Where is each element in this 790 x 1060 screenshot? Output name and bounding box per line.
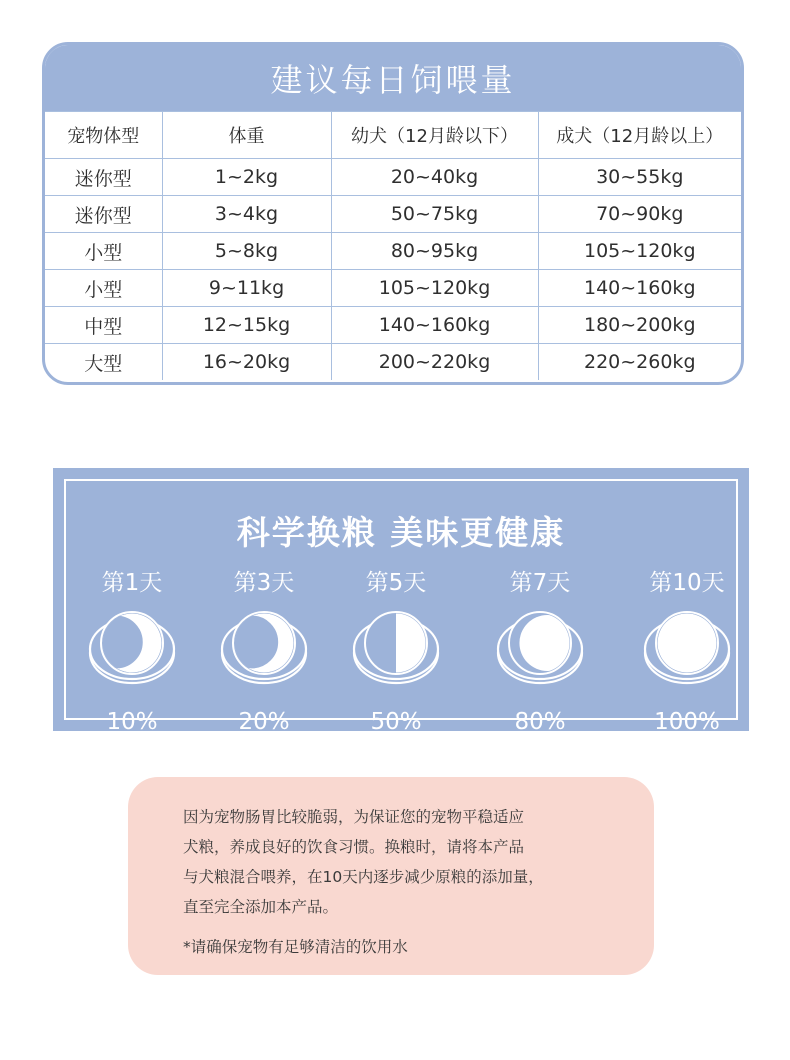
food-bowl-icon [642,609,732,685]
note-text [183,802,613,922]
food-bowl-icon [219,609,309,685]
stage-percent-label: 80% [514,709,566,735]
note-line: 与犬粮混合喂养，在10天内逐步减少原粮的添加量， [183,868,544,886]
stage-day-label: 第5天 [365,570,427,596]
cell-weight: 16~20kg [162,344,331,381]
stage-day-label: 第3天 [233,570,295,596]
feeding-note-box [128,777,654,975]
cell-size: 小型 [45,270,162,307]
stage-percent-label: 50% [370,709,422,735]
stage-day-label: 第1天 [101,570,163,596]
cell-adult: 180~200kg [538,307,741,344]
cell-adult: 105~120kg [538,233,741,270]
feeding-table-title: 建议每日饲喂量 [45,45,741,111]
table-row [45,307,741,344]
header-puppy: 幼犬（12月龄以下） [331,112,538,159]
cell-size: 迷你型 [45,159,162,196]
stage-percent-label: 10% [106,709,158,735]
cell-puppy: 50~75kg [331,196,538,233]
switch-stage [336,564,456,735]
header-size: 宠物体型 [45,112,162,159]
switch-stage [480,564,600,735]
food-bowl-icon [495,609,585,685]
cell-adult: 140~160kg [538,270,741,307]
cell-weight: 9~11kg [162,270,331,307]
header-weight: 体重 [162,112,331,159]
cell-weight: 5~8kg [162,233,331,270]
cell-size: 大型 [45,344,162,381]
cell-adult: 220~260kg [538,344,741,381]
cell-puppy: 20~40kg [331,159,538,196]
header-adult: 成犬（12月龄以上） [538,112,741,159]
cell-puppy: 200~220kg [331,344,538,381]
table-row [45,233,741,270]
stage-day-label: 第7天 [509,570,571,596]
note-line: 犬粮，养成良好的饮食习惯。换粮时，请将本产品 [183,838,525,856]
cell-size: 小型 [45,233,162,270]
note-line: 因为宠物肠胃比较脆弱，为保证您的宠物平稳适应 [183,808,525,826]
feeding-table [45,111,741,380]
table-row [45,159,741,196]
table-row [45,196,741,233]
cell-weight: 3~4kg [162,196,331,233]
switch-stage [627,564,747,735]
food-switch-frame [64,479,738,735]
cell-weight: 1~2kg [162,159,331,196]
stage-day-label: 第10天 [649,570,725,596]
cell-adult: 30~55kg [538,159,741,196]
feeding-table-card [42,42,744,385]
food-bowl-icon [351,609,441,685]
food-switch-title: 科学换粮 美味更健康 [236,513,566,552]
food-switch-panel [53,468,749,735]
switch-stage [72,564,192,735]
table-row [45,344,741,381]
cell-size: 中型 [45,307,162,344]
table-row [45,270,741,307]
cell-adult: 70~90kg [538,196,741,233]
food-bowl-icon [87,609,177,685]
cell-weight: 12~15kg [162,307,331,344]
cell-size: 迷你型 [45,196,162,233]
stage-percent-label: 20% [238,709,290,735]
switch-stage [204,564,324,735]
cell-puppy: 105~120kg [331,270,538,307]
cell-puppy: 80~95kg [331,233,538,270]
stage-percent-label: 100% [654,709,720,735]
table-header-row [45,112,741,159]
note-footnote: *请确保宠物有足够清洁的饮用水 [183,938,408,956]
cell-puppy: 140~160kg [331,307,538,344]
note-line: 直至完全添加本产品。 [183,898,339,916]
